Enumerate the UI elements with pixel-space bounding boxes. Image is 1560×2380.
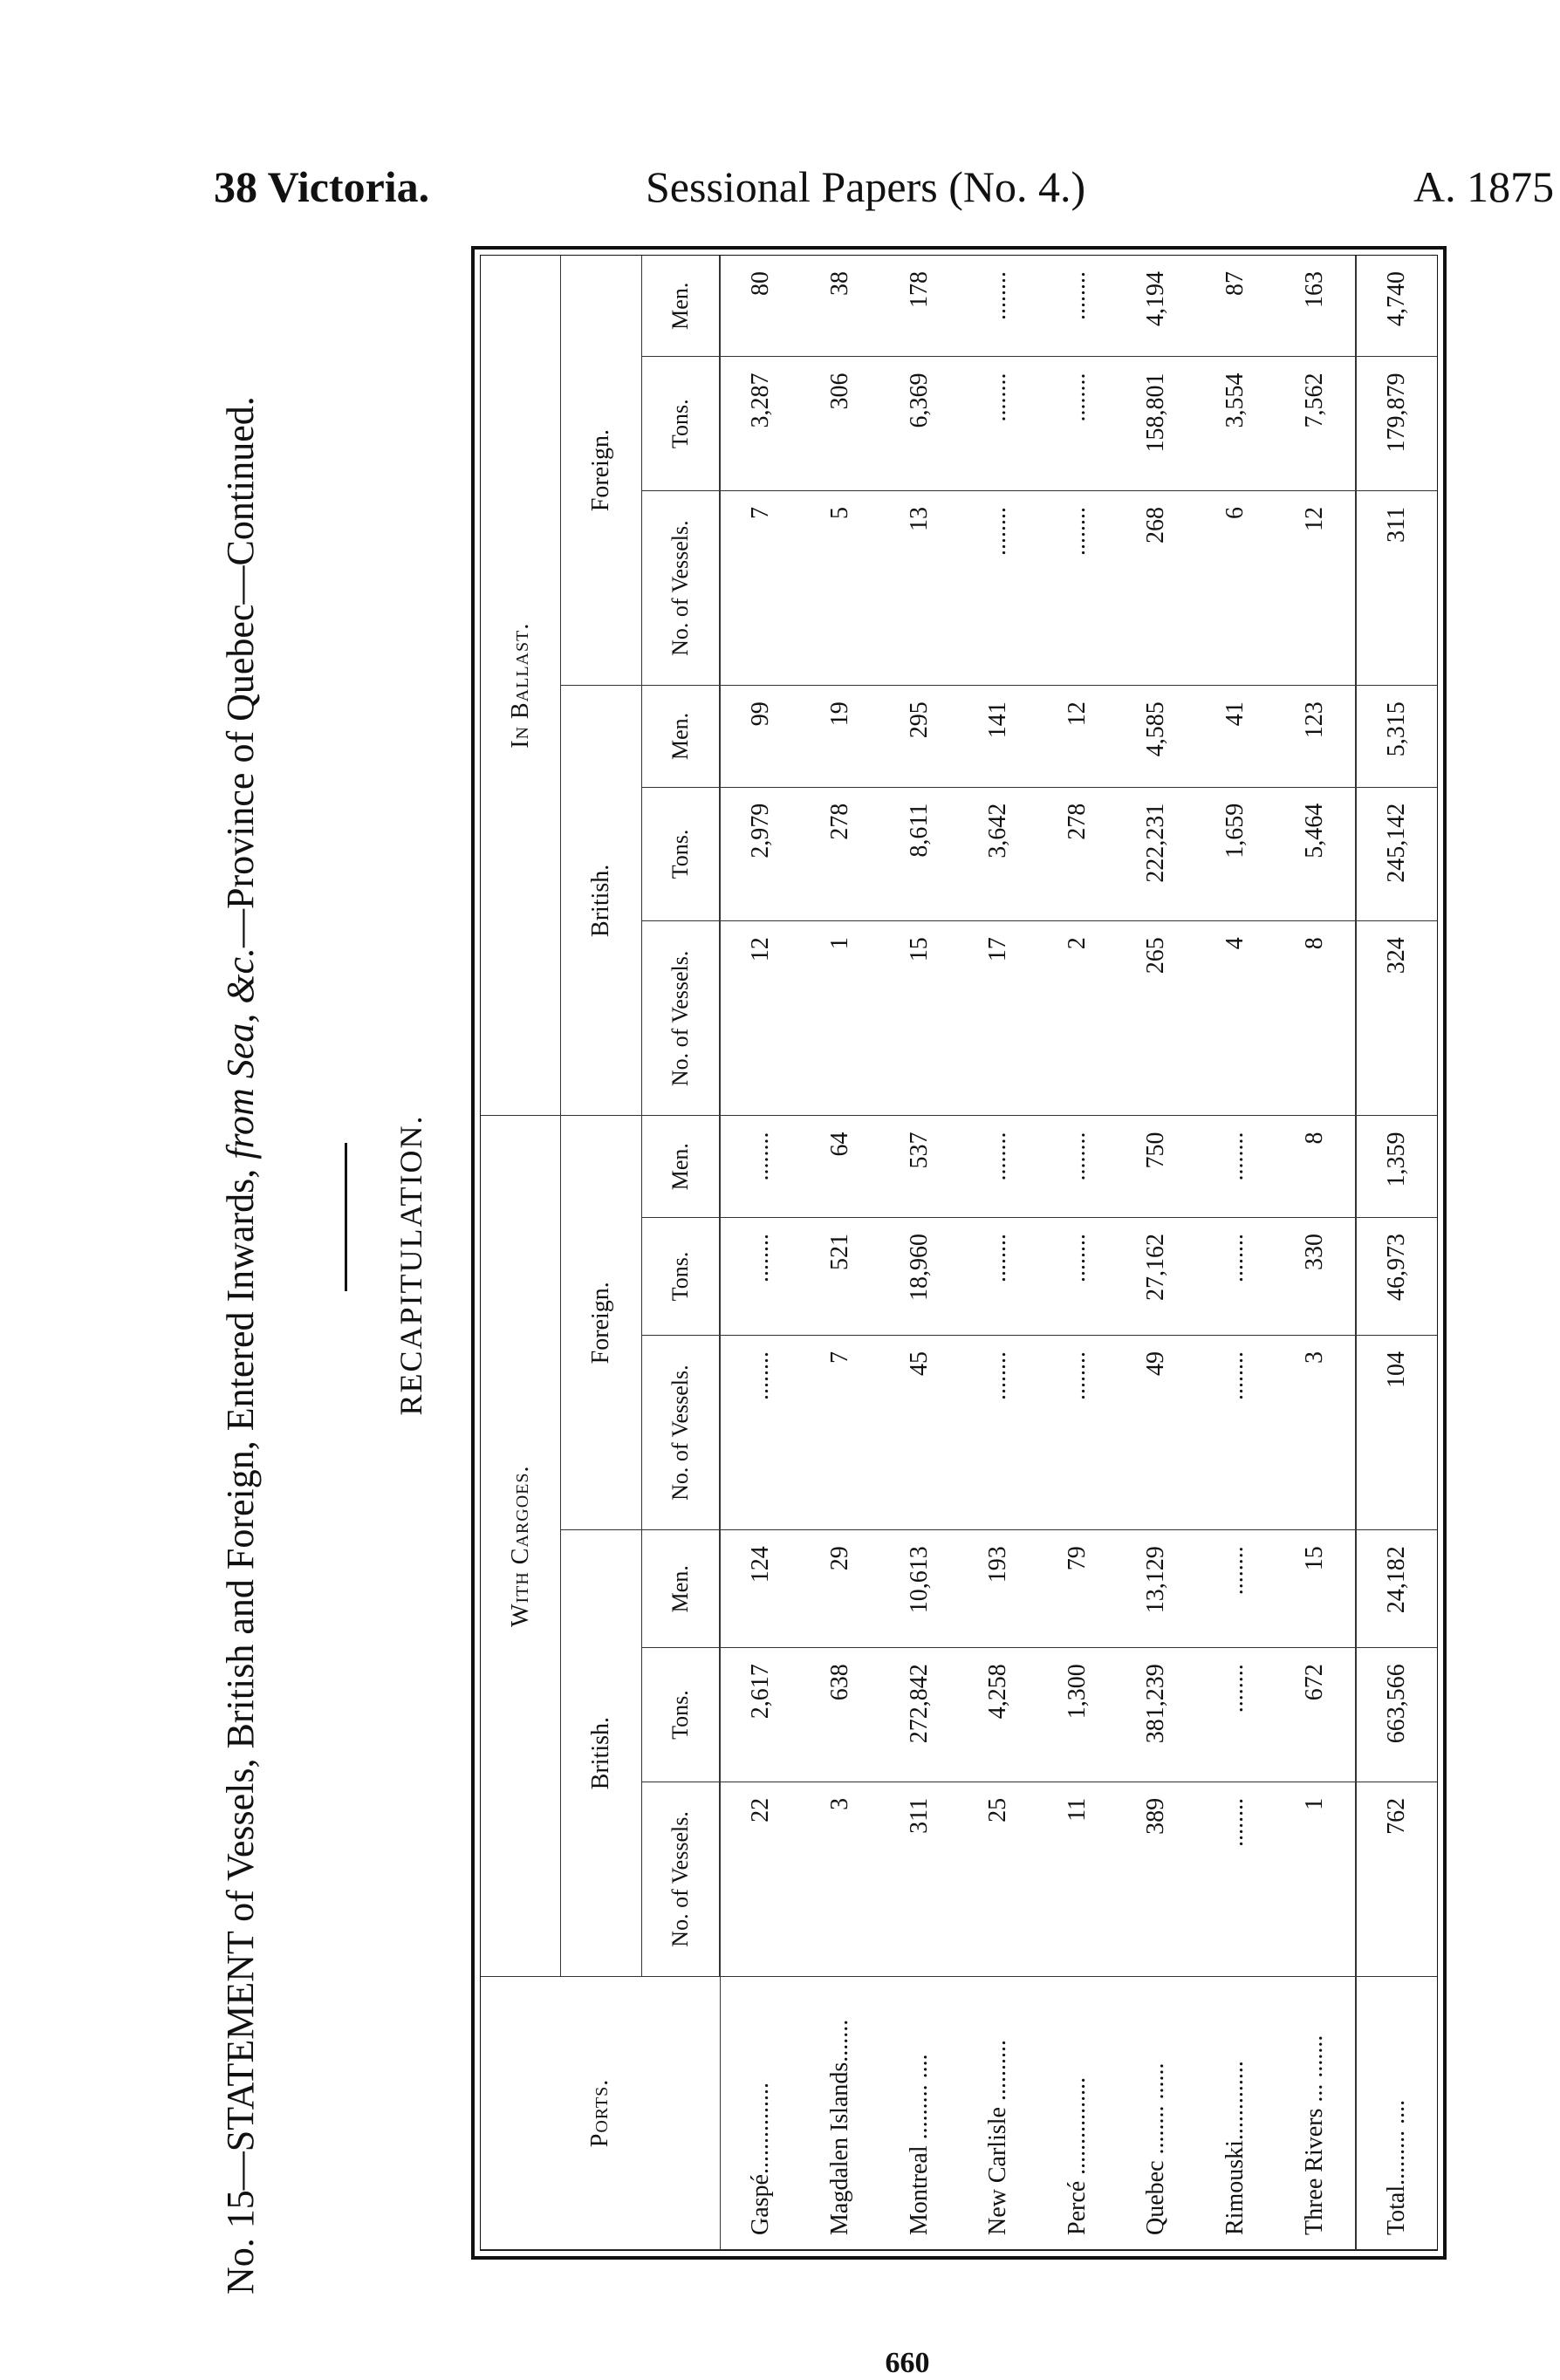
table-cell: 1,359: [1356, 1116, 1437, 1218]
header-row-1: [481, 256, 561, 2250]
table-row: [1275, 256, 1356, 2250]
table-cell: 7: [720, 491, 801, 686]
table-cell: 2,617: [720, 1648, 801, 1782]
table-cell: ........: [959, 1217, 1038, 1335]
table-row: [720, 256, 801, 2250]
table-cell: 672: [1275, 1648, 1356, 1782]
table-cell: ........: [1038, 1116, 1118, 1218]
with-cargoes-header: With Cargoes.: [481, 1116, 561, 1977]
port-name: Gaspé...............: [720, 1977, 801, 2250]
table-cell: ........: [1038, 1217, 1118, 1335]
col-vessels: No. of Vessels.: [642, 1336, 720, 1530]
table-cell: ........: [959, 256, 1038, 357]
table-cell: 123: [1275, 686, 1356, 788]
table-cell: 179,879: [1356, 357, 1437, 491]
table-cell: 3: [801, 1782, 880, 1976]
table-cell: 311: [1356, 491, 1437, 686]
port-name: Quebec ........ ......: [1117, 1977, 1196, 2250]
table-cell: ........: [1196, 1648, 1276, 1782]
table-cell: 10,613: [879, 1530, 959, 1648]
table-cell: 1: [1275, 1782, 1356, 1976]
table-cell: 324: [1356, 921, 1437, 1116]
table-cell: 278: [801, 787, 880, 921]
table-cell: 1,659: [1196, 787, 1276, 921]
table-cell: ........: [959, 1336, 1038, 1530]
table-cell: 8,611: [879, 787, 959, 921]
table-cell: 49: [1117, 1336, 1196, 1530]
title-italic: from Sea, &c.: [219, 947, 262, 1159]
table-cell: 638: [801, 1648, 880, 1782]
recapitulation-heading: RECAPITULATION.: [393, 1114, 428, 1416]
table-cell: 762: [1356, 1782, 1437, 1976]
cargo-foreign-header: Foreign.: [561, 1116, 642, 1530]
col-tons: Tons.: [642, 1648, 720, 1782]
table-cell: 12: [720, 921, 801, 1116]
ports-header: Ports.: [481, 1977, 720, 2250]
table-cell: 38: [801, 256, 880, 357]
col-tons: Tons.: [642, 1217, 720, 1335]
port-name: Magdalen Islands.......: [801, 1977, 880, 2250]
header-title: Sessional Papers (No. 4.): [646, 162, 1086, 211]
table-cell: 104: [1356, 1336, 1437, 1530]
port-name: Percé ................: [1038, 1977, 1118, 2250]
table-cell: 18,960: [879, 1217, 959, 1335]
table-cell: ........: [1196, 1782, 1276, 1976]
table-cell: 99: [720, 686, 801, 788]
header-row-3: [642, 256, 720, 2250]
table-cell: 389: [1117, 1782, 1196, 1976]
header-year: A. 1875: [1413, 162, 1555, 211]
table-cell: 311: [879, 1782, 959, 1976]
table-cell: 6,369: [879, 357, 959, 491]
col-vessels: No. of Vessels.: [642, 1782, 720, 1976]
table-cell: 222,231: [1117, 787, 1196, 921]
table-cell: 278: [1038, 787, 1118, 921]
table-cell: 2: [1038, 921, 1118, 1116]
table-cell: 25: [959, 1782, 1038, 1976]
header-row-2: [561, 256, 642, 2250]
table-cell: 124: [720, 1530, 801, 1648]
col-men: Men.: [642, 686, 720, 788]
in-ballast-header: In Ballast.: [481, 256, 561, 1116]
table-cell: 381,239: [1117, 1648, 1196, 1782]
table-cell: 521: [801, 1217, 880, 1335]
port-name: Three Rivers ... .......: [1275, 1977, 1356, 2250]
table-cell: 79: [1038, 1530, 1118, 1648]
table-cell: ........: [959, 357, 1038, 491]
table-cell: 1: [801, 921, 880, 1116]
table-cell: 1,300: [1038, 1648, 1118, 1782]
title-end: —Province of Quebec—Continued.: [219, 396, 262, 947]
table-cell: 7: [801, 1336, 880, 1530]
table-cell: 15: [879, 921, 959, 1116]
table-cell: 4,258: [959, 1648, 1038, 1782]
table-row: [801, 256, 880, 2250]
table-cell: 87: [1196, 256, 1276, 357]
table-row: [1196, 256, 1276, 2250]
table-cell: 5: [801, 491, 880, 686]
table-cell: 19: [801, 686, 880, 788]
table-cell: 13,129: [1117, 1530, 1196, 1648]
cargo-british-header: British.: [561, 1530, 642, 1977]
col-vessels: No. of Vessels.: [642, 491, 720, 686]
table-cell: 15: [1275, 1530, 1356, 1648]
table-cell: ........: [1196, 1217, 1276, 1335]
table-cell: ........: [720, 1217, 801, 1335]
table-cell: 12: [1275, 491, 1356, 686]
col-tons: Tons.: [642, 357, 720, 491]
table-cell: ........: [1038, 357, 1118, 491]
table-cell: 245,142: [1356, 787, 1437, 921]
table-cell: ........: [1196, 1336, 1276, 1530]
table-cell: 4,740: [1356, 256, 1437, 357]
table-cell: 193: [959, 1530, 1038, 1648]
table-cell: 4,194: [1117, 256, 1196, 357]
table-cell: ........: [720, 1116, 801, 1218]
col-men: Men.: [642, 1530, 720, 1648]
table-cell: 178: [879, 256, 959, 357]
table-cell: 22: [720, 1782, 801, 1976]
table-cell: 272,842: [879, 1648, 959, 1782]
table-inner: [480, 255, 1438, 2251]
table-cell: 4,585: [1117, 686, 1196, 788]
table-row: [959, 256, 1038, 2250]
table-row: [879, 256, 959, 2250]
table-cell: 7,562: [1275, 357, 1356, 491]
table-cell: 6: [1196, 491, 1276, 686]
col-tons: Tons.: [642, 787, 720, 921]
total-row: [1356, 256, 1437, 2250]
table-cell: 27,162: [1117, 1217, 1196, 1335]
table-cell: 41: [1196, 686, 1276, 788]
table-cell: 5,464: [1275, 787, 1356, 921]
table-cell: 17: [959, 921, 1038, 1116]
recapitulation-table: [471, 246, 1447, 2260]
title-main: No. 15—STATEMENT of Vessels, British and Foreign, Entered Inwards,: [219, 1159, 262, 2295]
rotated-content: [218, 236, 1527, 2295]
title-rule: [345, 1143, 347, 1291]
table-cell: 12: [1038, 686, 1118, 788]
table-cell: 11: [1038, 1782, 1118, 1976]
port-name: Montreal ......... ....: [879, 1977, 959, 2250]
table-cell: 295: [879, 686, 959, 788]
data-table: [481, 256, 1437, 2250]
port-name: New Carlisle ..........: [959, 1977, 1038, 2250]
statement-title: [218, 236, 263, 2295]
table-cell: 3: [1275, 1336, 1356, 1530]
table-cell: 29: [801, 1530, 880, 1648]
table-row: [1038, 256, 1118, 2250]
table-cell: 8: [1275, 1116, 1356, 1218]
table-cell: 158,801: [1117, 357, 1196, 491]
table-cell: 46,973: [1356, 1217, 1437, 1335]
table-cell: 537: [879, 1116, 959, 1218]
table-row: [1117, 256, 1196, 2250]
table-cell: ........: [959, 491, 1038, 686]
table-cell: ........: [959, 1116, 1038, 1218]
table-cell: ........: [1038, 1336, 1118, 1530]
table-cell: 3,554: [1196, 357, 1276, 491]
table-cell: 64: [801, 1116, 880, 1218]
col-men: Men.: [642, 1116, 720, 1218]
table-cell: ........: [1196, 1530, 1276, 1648]
table-cell: 80: [720, 256, 801, 357]
table-cell: 750: [1117, 1116, 1196, 1218]
ballast-foreign-header: Foreign.: [561, 256, 642, 686]
port-name: Total......... ....: [1356, 1977, 1437, 2250]
ballast-british-header: British.: [561, 686, 642, 1116]
table-cell: 268: [1117, 491, 1196, 686]
port-name: Rimouski.............: [1196, 1977, 1276, 2250]
table-cell: 4: [1196, 921, 1276, 1116]
table-cell: 141: [959, 686, 1038, 788]
header-session: 38 Victoria.: [214, 162, 430, 211]
table-cell: 163: [1275, 256, 1356, 357]
col-men: Men.: [642, 256, 720, 357]
table-cell: 306: [801, 357, 880, 491]
table-cell: ........: [1038, 491, 1118, 686]
table-cell: 3,642: [959, 787, 1038, 921]
page-number: 660: [885, 2347, 930, 2379]
table-cell: ........: [720, 1336, 801, 1530]
table-cell: ........: [1038, 256, 1118, 357]
table-cell: 3,287: [720, 357, 801, 491]
table-cell: 663,566: [1356, 1648, 1437, 1782]
table-cell: 330: [1275, 1217, 1356, 1335]
table-cell: 5,315: [1356, 686, 1437, 788]
col-vessels: No. of Vessels.: [642, 921, 720, 1116]
table-cell: ........: [1196, 1116, 1276, 1218]
table-cell: 2,979: [720, 787, 801, 921]
table-cell: 265: [1117, 921, 1196, 1116]
table-cell: 45: [879, 1336, 959, 1530]
table-cell: 8: [1275, 921, 1356, 1116]
table-cell: 13: [879, 491, 959, 686]
table-cell: 24,182: [1356, 1530, 1437, 1648]
table-body: [720, 256, 1437, 2250]
